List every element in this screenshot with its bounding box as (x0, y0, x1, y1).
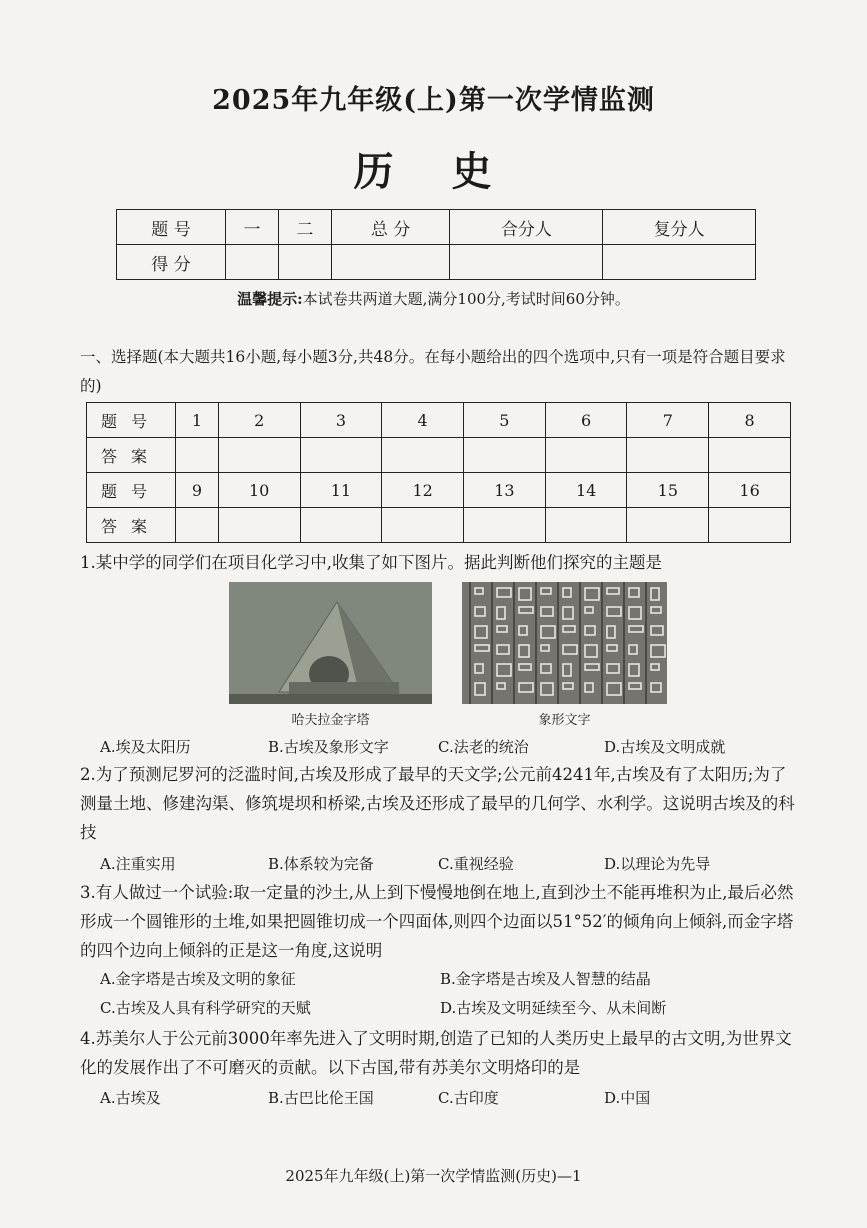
option[interactable]: D.古埃及文明成就 (604, 738, 726, 756)
option[interactable]: A.古埃及 (100, 1089, 161, 1107)
answer-row (87, 508, 791, 543)
option[interactable]: B.体系较为完备 (268, 855, 374, 873)
answer-num: 1 (176, 403, 219, 438)
answer-blank[interactable] (300, 508, 382, 543)
score-blank[interactable] (603, 245, 756, 280)
score-cell: 复分人 (603, 210, 756, 245)
answer-num: 8 (709, 403, 791, 438)
answer-label: 答案 (87, 508, 176, 543)
pyramid-caption: 哈夫拉金字塔 (291, 713, 370, 728)
answer-num: 9 (176, 473, 219, 508)
hieroglyph-image (462, 582, 667, 704)
option[interactable]: B.金字塔是古埃及人智慧的结晶 (440, 970, 651, 988)
option[interactable]: A.金字塔是古埃及文明的象征 (100, 970, 296, 988)
option[interactable]: D.以理论为先导 (604, 855, 711, 873)
tip-text: 本试卷共两道大题,满分100分,考试时间60分钟。 (302, 290, 630, 308)
score-value-row (117, 245, 756, 280)
answer-num-row (87, 473, 791, 508)
section-heading: 一、选择题(本大题共16小题,每小题3分,共48分。在每小题给出的四个选项中,只有一项是符合题目要求的) (80, 348, 786, 395)
question-3-stem: 3.有人做过一个试验:取一定量的沙土,从上到下慢慢地倒在地上,直到沙土不能再堆积为止,最后必然形成一个圆锥形的土堆,如果把圆锥切成一个四面体,则四个边面以51°52′的倾角向上倾斜,而金字塔的四个边向上倾斜的正是这一角度,这说明 (80, 883, 794, 960)
answer-num: 15 (627, 473, 709, 508)
score-cell: 一 (226, 210, 279, 245)
option[interactable]: C.古印度 (438, 1089, 499, 1107)
answer-blank[interactable] (709, 508, 791, 543)
question-1-options (100, 736, 800, 757)
answer-num: 16 (709, 473, 791, 508)
answer-blank[interactable] (218, 438, 300, 473)
answer-blank[interactable] (545, 438, 627, 473)
option[interactable]: B.古巴比伦王国 (268, 1089, 374, 1107)
tip (0, 288, 867, 309)
answer-table (86, 402, 791, 543)
hieroglyph-caption: 象形文字 (538, 713, 591, 728)
page-footer: 2025年九年级(上)第一次学情监测(历史)—1 (285, 1167, 582, 1185)
answer-num-label: 题号 (87, 403, 176, 438)
answer-blank[interactable] (627, 438, 709, 473)
answer-num-label: 题号 (87, 473, 176, 508)
score-cell: 二 (278, 210, 331, 245)
score-blank[interactable] (226, 245, 279, 280)
option[interactable]: C.重视经验 (438, 855, 514, 873)
answer-num: 7 (627, 403, 709, 438)
answer-blank[interactable] (218, 508, 300, 543)
score-blank[interactable] (450, 245, 603, 280)
score-blank[interactable] (278, 245, 331, 280)
answer-num: 6 (545, 403, 627, 438)
answer-blank[interactable] (709, 438, 791, 473)
question-3-options-row1 (100, 968, 800, 989)
answer-num: 14 (545, 473, 627, 508)
question-3-options-row2 (100, 997, 800, 1018)
answer-num: 13 (464, 473, 546, 508)
exam-title: 2025年九年级(上)第一次学情监测 (212, 85, 655, 116)
question-4-stem: 4.苏美尔人于公元前3000年率先进入了文明时期,创造了已知的人类历史上最早的古文明,为世界文化的发展作出了不可磨灭的贡献。以下古国,带有苏美尔文明烙印的是 (80, 1029, 792, 1077)
answer-blank[interactable] (176, 438, 219, 473)
score-blank[interactable] (331, 245, 450, 280)
answer-label: 答案 (87, 438, 176, 473)
score-cell: 总 分 (331, 210, 450, 245)
option[interactable]: D.古埃及文明延续至今、从未间断 (440, 999, 667, 1017)
score-header-row (117, 210, 756, 245)
question-4-options (100, 1087, 800, 1108)
answer-blank[interactable] (382, 508, 464, 543)
answer-blank[interactable] (464, 508, 546, 543)
answer-num: 4 (382, 403, 464, 438)
answer-blank[interactable] (627, 508, 709, 543)
option[interactable]: D.中国 (604, 1089, 651, 1107)
pyramid-image (229, 582, 432, 704)
question-2-options (100, 853, 800, 874)
option[interactable]: A.埃及太阳历 (100, 738, 191, 756)
answer-blank[interactable] (176, 508, 219, 543)
option[interactable]: C.古埃及人具有科学研究的天赋 (100, 999, 311, 1017)
question-2-stem: 2.为了预测尼罗河的泛滥时间,古埃及形成了最早的天文学;公元前4241年,古埃及有了太阳历;为了测量土地、修建沟渠、修筑堤坝和桥梁,古埃及还形成了最早的几何学、水利学。这说明古埃及的科技 (80, 765, 795, 842)
answer-num: 2 (218, 403, 300, 438)
option[interactable]: A.注重实用 (100, 855, 176, 873)
answer-blank[interactable] (382, 438, 464, 473)
answer-row (87, 438, 791, 473)
subject-title: 历 史 (353, 148, 514, 195)
tip-label: 温馨提示: (237, 290, 303, 308)
answer-num: 10 (218, 473, 300, 508)
option[interactable]: C.法老的统治 (438, 738, 529, 756)
answer-num: 11 (300, 473, 382, 508)
score-table (116, 209, 756, 280)
answer-num: 3 (300, 403, 382, 438)
question-1-stem: 1.某中学的同学们在项目化学习中,收集了如下图片。据此判断他们探究的主题是 (80, 553, 662, 572)
answer-num: 5 (464, 403, 546, 438)
answer-num: 12 (382, 473, 464, 508)
answer-num-row (87, 403, 791, 438)
score-cell: 合分人 (450, 210, 603, 245)
option[interactable]: B.古埃及象形文字 (268, 738, 389, 756)
answer-blank[interactable] (300, 438, 382, 473)
score-label: 得 分 (117, 245, 226, 280)
answer-blank[interactable] (545, 508, 627, 543)
answer-blank[interactable] (464, 438, 546, 473)
score-cell: 题 号 (117, 210, 226, 245)
